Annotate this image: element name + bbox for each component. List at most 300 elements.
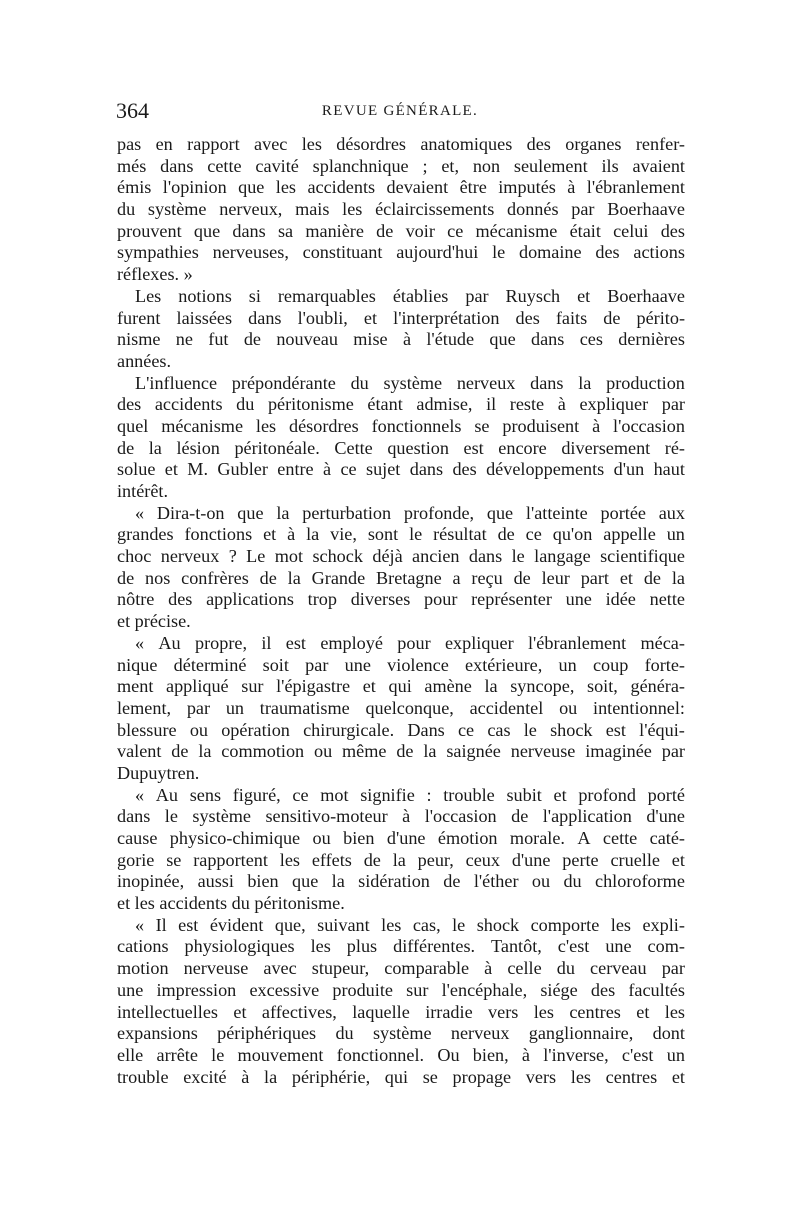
word: chirurgicale. [303,719,395,740]
word: cette [602,828,638,848]
text-line [117,394,685,416]
word: organes [565,134,622,154]
page-header [116,98,684,124]
text-line [117,871,685,893]
text-line [117,308,685,330]
word: comporte [530,914,600,935]
word: par [465,285,489,306]
word: système [192,806,251,827]
word: vers [525,1066,557,1087]
text-line [117,1067,685,1089]
word: c'est [557,936,590,957]
word: trouble [443,784,495,805]
word: actions [633,242,685,263]
word: profond [578,784,636,805]
word: nôtre [117,589,155,610]
word: l'étude [426,329,475,350]
word: l'épigastre [276,676,351,697]
text-line [117,373,685,395]
word: des [452,459,477,480]
word: lement, [117,697,172,718]
word: les [381,914,402,935]
word: a [452,567,461,588]
word: soit [262,654,289,675]
word: nos [145,567,171,588]
word: du [350,372,369,393]
word: laissées [176,307,233,328]
word: un [558,654,577,675]
word: de [497,524,515,545]
word: fonctionnels [371,415,462,436]
word: appelle [603,524,656,545]
word: Tantôt, [491,936,542,957]
word: que [292,871,319,892]
word: des [590,979,616,1000]
word: le [492,242,506,263]
word: Il [155,914,167,935]
word: aussi [197,871,234,892]
word: étant [367,394,403,415]
word: à [592,415,601,436]
word: est [463,437,484,458]
word: signifie [360,784,415,805]
word: trouble [117,1066,169,1087]
word: de [511,806,529,827]
word: Les [135,285,162,306]
word: motion [117,958,169,979]
word: de [376,220,394,241]
word: en [155,134,173,154]
word: à [402,806,411,827]
word: effets [311,849,352,870]
word: propage [452,1066,512,1087]
word: applications [206,589,294,610]
word: physico-chimique [169,828,301,848]
word: profonde, [403,502,475,523]
word: nisme [117,329,161,350]
word: de [117,567,135,588]
word: nouveau [276,329,338,350]
word: scientifique [600,546,685,567]
word: de [259,567,277,588]
word: l'ébranlement [527,632,627,653]
word: fonctions [184,524,253,545]
word: sur [241,676,264,697]
word: irradie [425,1001,473,1022]
word: dans [117,806,151,827]
word: à [323,459,332,480]
word: représenter [471,589,552,610]
word: de [171,741,189,762]
word: ce [340,459,357,480]
word: le [409,524,423,545]
word: sidération [358,871,430,892]
word: se [166,849,182,870]
word: une [344,654,371,675]
word: péritonisme [267,394,354,415]
word: dans [468,546,503,567]
text-line [117,242,685,264]
word: com- [647,936,685,957]
word: sur [406,979,429,1000]
word: est [285,632,306,653]
word: et [553,784,567,805]
word: lésion [176,437,220,458]
word: choc [117,546,152,567]
running-title: REVUE GÉNÉRALE. [321,103,479,119]
word: une [565,589,592,610]
word: suivant [317,914,370,935]
word: cas, [412,914,441,935]
word: mouvement [237,1044,324,1065]
word: système [147,199,207,220]
word: propre, [194,632,247,653]
word: des [168,589,193,610]
text-line [117,1002,685,1024]
word: affectives, [261,1001,337,1022]
word: remarquables [277,285,376,306]
text-line [117,416,685,438]
word: des [515,307,540,328]
text-line [117,503,685,525]
word: accidentel [469,697,544,718]
word: de [513,567,531,588]
word: ou [531,871,551,892]
word: soit, [587,676,618,697]
word: syncope, [510,676,575,697]
word: et [671,849,685,870]
word: la [148,437,162,458]
word: expliquer [444,632,514,653]
word: la [484,676,498,697]
word: voir [405,220,435,241]
word: extérieure, [465,654,543,675]
word: Gubler [217,459,268,480]
word: que [238,177,265,198]
word: centres [605,1066,658,1087]
word: devaient [386,177,449,198]
word: qui [384,1066,409,1087]
word: celle [507,958,542,979]
word: caté- [649,828,685,848]
word: schock [312,546,363,567]
word: des [526,134,551,154]
word: facultés [628,979,685,1000]
word: le [211,1044,225,1065]
word: émotion [437,828,498,848]
word: diverses [350,589,411,610]
word: manière [305,220,364,241]
word: L'influence [135,372,218,393]
word: mot [274,546,304,567]
word: Le [246,546,266,567]
text-line: années. [117,350,172,371]
word: les [279,849,300,870]
word: par [661,958,685,979]
word: système [383,372,443,393]
text-line [117,134,685,156]
word: qu'on [552,524,593,545]
word: les [533,1001,554,1022]
word: et, [441,155,459,176]
word: amène [424,676,472,697]
word: ceux [465,849,500,870]
word: de [243,329,261,350]
word: impression [156,979,237,1000]
word: généra- [630,676,685,697]
word: cette [207,155,242,176]
word: trop [307,589,337,610]
text-line [117,221,685,243]
word: périphérie, [291,1066,371,1087]
word: c'est [621,1044,654,1065]
word: d'une [511,849,551,870]
text-line [117,980,685,1002]
word: dernières [618,329,685,350]
word: l'atteinte [525,502,588,523]
text-line: réflexes. » [117,264,193,285]
word: prouvent [117,220,182,241]
word: le [452,914,466,935]
text-line [117,199,685,221]
word: par [661,741,685,762]
word: excessive [249,979,320,1000]
word: Ruysch [505,285,561,306]
word: être [459,177,487,198]
word: cations [117,936,169,957]
word: avec [254,134,288,154]
word: de [603,307,621,328]
word: à [402,329,412,350]
word: langage [534,546,591,567]
word: les [301,134,322,154]
word: et [362,676,376,697]
word: stupeur, [311,958,370,979]
word: la [331,871,345,892]
word: à [241,1066,250,1087]
word: ces [579,329,603,350]
word: ; [422,155,428,176]
word: nerveux [456,372,516,393]
word: une [117,979,144,1000]
word: que [237,502,264,523]
word: excité [183,1066,227,1087]
word: résultat [433,524,487,545]
word: coup [592,654,629,675]
word: « [135,502,145,523]
word: ré- [664,437,685,458]
word: d'une [646,806,685,827]
word: comparable [384,958,470,979]
word: les [610,914,631,935]
word: reçu [471,567,503,588]
word: si [248,285,261,306]
word: expliquer [579,394,649,415]
word: qui [388,676,412,697]
word: développements [486,459,605,480]
word: de [443,871,461,892]
word: se [474,415,490,436]
word: vers [488,1001,519,1022]
word: part [580,567,609,588]
word: cerveau [590,958,647,979]
word: les [664,1001,685,1022]
word: : [426,784,432,805]
word: par [186,697,211,718]
text-line [117,546,685,568]
word: dans [530,372,564,393]
word: blessure [117,719,177,740]
text-line [117,524,685,546]
word: M. [187,459,209,480]
word: des [595,242,620,263]
word: des [660,220,685,241]
word: dans [248,307,282,328]
word: Boerhaave [607,199,685,220]
word: la [392,849,406,870]
word: des [117,394,142,415]
word: seulement [513,155,588,176]
word: la [287,567,301,588]
word: et [636,1001,650,1022]
word: d'un [613,459,645,480]
word: Ou [437,1044,460,1065]
text-line [117,915,685,937]
word: production [606,372,685,393]
word: de [117,437,135,458]
word: ou [559,697,578,718]
word: A [577,828,591,848]
word: pour [424,589,458,610]
word: par [661,394,685,415]
word: admise, [416,394,473,415]
text-line [117,676,685,698]
word: ne [175,329,193,350]
text-line: et les accidents du péritonisme. [117,893,345,914]
word: accidents [154,394,223,415]
page-number: 364 [116,98,149,123]
word: à [557,394,566,415]
word: d'une [386,828,426,848]
word: employé [320,632,383,653]
word: désordres [336,134,406,154]
word: il [261,632,272,653]
word: « [135,632,145,653]
word: dans [531,329,565,350]
body-text [117,134,685,1088]
word: sensitivo-moteur [265,806,388,827]
text-line [117,438,685,460]
word: furent [117,307,161,328]
word: perte [562,849,599,870]
text-line [117,698,685,720]
word: reste [509,394,545,415]
word: à [521,1044,530,1065]
word: évident [209,914,264,935]
word: ce [457,719,475,740]
word: ancien [412,546,460,567]
word: dans [160,155,194,176]
word: centres [569,1001,621,1022]
word: du [563,871,582,892]
word: la [306,524,320,545]
word: aujourd'hui [396,242,479,263]
word: périphériques [217,1023,317,1044]
word: il [486,394,497,415]
word: accidents [307,177,376,198]
text-line [117,459,685,481]
word: ce [447,220,464,241]
word: ou [312,828,331,848]
word: intentionnel: [593,697,685,718]
word: nerveux, [219,199,283,220]
word: avec [263,958,297,979]
word: physiologiques [184,936,295,957]
word: question [387,437,449,458]
word: fonctionnel. [336,1044,425,1065]
text-line: et précise. [117,611,191,632]
word: Cette [334,437,373,458]
word: perturbation [302,502,392,523]
word: bien, [472,1044,509,1065]
word: quel [117,415,149,436]
text-line [117,828,685,850]
word: solue [117,459,156,480]
word: imaginée [585,741,652,762]
word: était [569,220,601,241]
word: nique [117,654,158,675]
text-line [117,741,685,763]
word: ce [292,784,309,805]
word: confrères [181,567,249,588]
word: que [486,502,514,523]
word: diversement [561,437,651,458]
word: différentes. [393,936,476,957]
word: du [556,958,575,979]
word: périto- [636,307,685,328]
word: sens [189,784,222,805]
word: arrête [156,1044,198,1065]
word: domaine [518,242,582,263]
word: est [605,719,626,740]
word: nerveuses, [212,242,289,263]
word: le [164,806,178,827]
word: haut [653,459,685,480]
word: à [287,524,296,545]
word: que [193,220,221,241]
word: et [619,567,633,588]
text-line: Dupuytren. [117,762,200,783]
word: les [310,936,331,957]
word: cavité [255,155,299,176]
word: Dira-t-on [156,502,225,523]
word: valent [117,741,162,762]
word: Grande [311,567,366,588]
text-line: intérêt. [117,481,169,501]
word: chloroforme [595,871,685,892]
word: la [671,567,685,588]
word: système [372,1023,432,1044]
word: idée [605,589,636,610]
word: Bretagne [376,567,442,588]
word: rapport [187,134,240,154]
word: l'inverse, [543,1044,609,1065]
word: peur, [417,849,454,870]
word: ganglionnaire, [528,1023,634,1044]
word: un [225,697,244,718]
word: mise [353,329,388,350]
word: méca- [640,632,685,653]
